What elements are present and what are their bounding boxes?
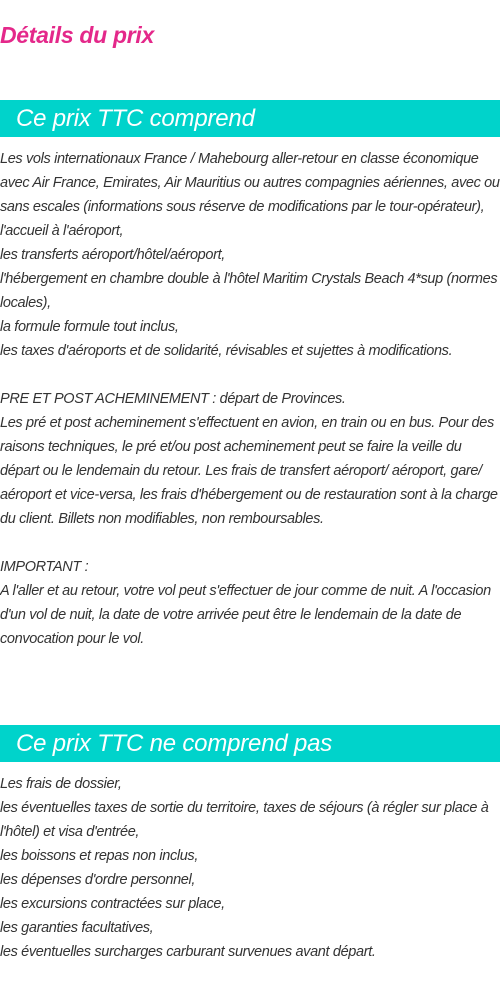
list-item: Les vols internationaux France / Mahebourg aller-retour en classe économique avec Air France, Emirates, Air Mauritius ou autres compagnies aériennes, avec ou sans escales (informations sous réserve de modifications par le tour-opérateur), [0,151,500,215]
list-item: les dépenses d'ordre personnel, [0,872,196,888]
excluded-section-body [0,772,500,964]
list-item: les garanties facultatives, [0,920,154,936]
list-item: les taxes d'aéroports et de solidarité, révisables et sujettes à modifications. [0,343,453,359]
pre-post-text: Les pré et post acheminement s'effectuent en avion, en train ou en bus. Pour des raisons techniques, le pré et/ou post acheminement peut se faire la veille du départ ou le lendemain du retour. Les frais de transfert aéroport/ aéroport, gare/ aéroport et vice-versa, les frais d'hébergement ou de restauration sont à la charge du client. Billets non modifiables, non remboursables. [0,415,498,527]
excluded-section-header: Ce prix TTC ne comprend pas [0,725,500,762]
list-item: les transferts aéroport/hôtel/aéroport, [0,247,225,263]
list-item: les éventuelles surcharges carburant survenues avant départ. [0,944,376,960]
pre-post-heading: PRE ET POST ACHEMINEMENT : départ de Provinces. [0,391,346,407]
list-item: les excursions contractées sur place, [0,896,225,912]
list-item: l'accueil à l'aéroport, [0,223,124,239]
list-item: l'hébergement en chambre double à l'hôtel Maritim Crystals Beach 4*sup (normes locales), [0,271,498,311]
important-heading: IMPORTANT : [0,559,89,575]
important-text: A l'aller et au retour, votre vol peut s'effectuer de jour comme de nuit. A l'occasion d'un vol de nuit, la date de votre arrivée peut être le lendemain de la date de convocation pour le vol. [0,583,491,647]
spacer [0,363,500,387]
list-item: les boissons et repas non inclus, [0,848,199,864]
spacer [0,531,500,555]
list-item: les éventuelles taxes de sortie du territoire, taxes de séjours (à régler sur place à l'hôtel) et visa d'entrée, [0,800,489,840]
included-section-body [0,147,500,651]
list-item: la formule formule tout inclus, [0,319,179,335]
list-item: Les frais de dossier, [0,776,122,792]
page-title: Détails du prix [0,22,154,48]
included-section-header: Ce prix TTC comprend [0,100,500,137]
